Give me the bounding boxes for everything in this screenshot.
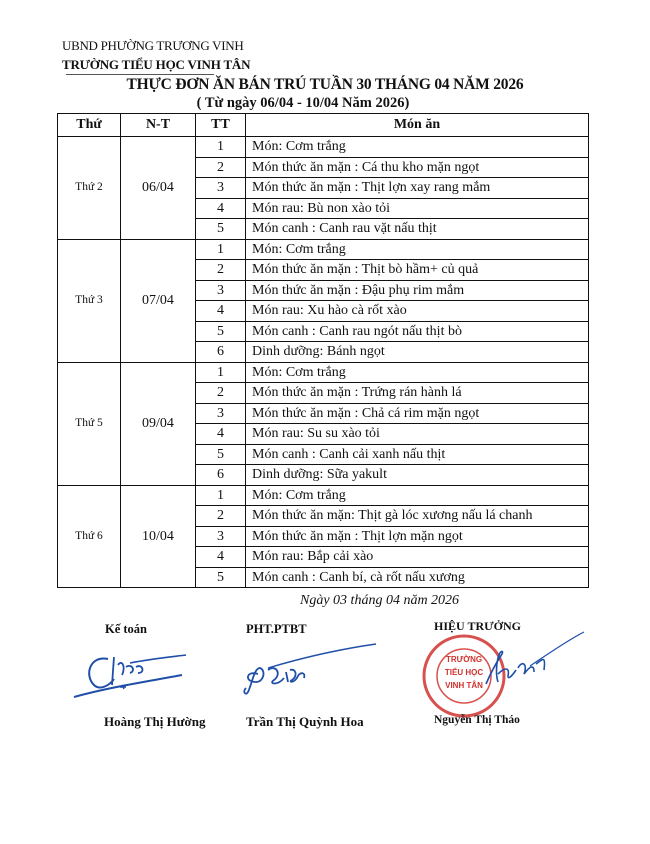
day-cell: Thứ 6: [58, 485, 121, 588]
signer-role-accountant: Kế toán: [105, 622, 148, 636]
day-cell: Thứ 5: [58, 362, 121, 485]
date-cell: 06/04: [121, 137, 196, 240]
item-number: 1: [196, 239, 246, 260]
item-number: 6: [196, 342, 246, 363]
organization-name: UBND PHƯỜNG TRƯƠNG VINH: [62, 38, 244, 53]
table-row: [58, 485, 589, 506]
dish-cell: Món canh : Canh rau vặt nấu thịt: [246, 219, 589, 240]
dish-cell: Món rau: Su su xào tỏi: [246, 424, 589, 445]
dish-cell: Món: Cơm trắng: [246, 485, 589, 506]
official-stamp: [418, 630, 588, 720]
dish-cell: Món: Cơm trắng: [246, 362, 589, 383]
dish-cell: Món rau: Xu hào cà rốt xào: [246, 301, 589, 322]
document-title: THỰC ĐƠN ĂN BÁN TRÚ TUẦN 30 THÁNG 04 NĂM 2026: [126, 76, 524, 93]
item-number: 1: [196, 137, 246, 158]
dish-cell: Món thức ăn mặn : Cá thu kho mặn ngọt: [246, 157, 589, 178]
item-number: 6: [196, 465, 246, 486]
stamp-text: TRƯỜNG: [445, 655, 483, 664]
col-header-dish: Món ăn: [246, 114, 589, 137]
item-number: 3: [196, 178, 246, 199]
day-cell: Thứ 3: [58, 239, 121, 362]
date-cell: 09/04: [121, 362, 196, 485]
signer-name-vice-principal: Trần Thị Quỳnh Hoa: [246, 714, 364, 729]
dish-cell: Món thức ăn mặn : Thịt lợn xay rang mắm: [246, 178, 589, 199]
col-header-number: TT: [196, 114, 246, 137]
signing-date: Ngày 03 tháng 04 năm 2026: [300, 593, 460, 608]
stamp-text: VINH TÂN: [445, 681, 483, 690]
school-name: TRƯỜNG TIỂU HỌC VINH TÂN: [62, 57, 251, 72]
dish-cell: Món: Cơm trắng: [246, 137, 589, 158]
signer-role-vice-principal: PHT.PTBT: [246, 622, 307, 636]
signature-vice-principal: [238, 640, 378, 700]
date-cell: 10/04: [121, 485, 196, 588]
dish-cell: Món canh : Canh cải xanh nấu thịt: [246, 444, 589, 465]
day-cell: Thứ 2: [58, 137, 121, 240]
item-number: 3: [196, 526, 246, 547]
signer-role-principal: HIỆU TRƯỞNG: [434, 619, 522, 633]
item-number: 2: [196, 506, 246, 527]
dish-cell: Món thức ăn mặn : Đậu phụ rim mắm: [246, 280, 589, 301]
dish-cell: Món canh : Canh bí, cà rốt nấu xương: [246, 567, 589, 588]
dish-cell: Món thức ăn mặn: Thịt gà lóc xương nấu lá chanh: [246, 506, 589, 527]
item-number: 1: [196, 485, 246, 506]
table-row: [58, 362, 589, 383]
menu-table: [57, 113, 589, 588]
col-header-date: N-T: [121, 114, 196, 137]
table-row: [58, 137, 589, 158]
item-number: 3: [196, 403, 246, 424]
item-number: 5: [196, 444, 246, 465]
dish-cell: Món thức ăn mặn : Chả cá rim mặn ngọt: [246, 403, 589, 424]
item-number: 2: [196, 157, 246, 178]
stamp-text: TIỂU HỌC: [444, 668, 484, 677]
item-number: 4: [196, 198, 246, 219]
item-number: 5: [196, 219, 246, 240]
table-row: [58, 239, 589, 260]
table-header-row: [58, 114, 589, 137]
dish-cell: Dinh dưỡng: Bánh ngọt: [246, 342, 589, 363]
dish-cell: Dinh dưỡng: Sữa yakult: [246, 465, 589, 486]
signature-accountant: [70, 645, 190, 705]
item-number: 3: [196, 280, 246, 301]
signer-name-principal: Nguyễn Thị Tháo: [434, 714, 520, 726]
item-number: 4: [196, 424, 246, 445]
dish-cell: Món thức ăn mặn : Trứng rán hành lá: [246, 383, 589, 404]
item-number: 4: [196, 547, 246, 568]
dish-cell: Món: Cơm trắng: [246, 239, 589, 260]
date-cell: 07/04: [121, 239, 196, 362]
dish-cell: Món thức ăn mặn : Thịt lợn mặn ngọt: [246, 526, 589, 547]
item-number: 2: [196, 260, 246, 281]
dish-cell: Món rau: Bù non xào tỏi: [246, 198, 589, 219]
col-header-day: Thứ: [58, 114, 121, 137]
item-number: 5: [196, 321, 246, 342]
dish-cell: Món thức ăn mặn : Thịt bò hầm+ củ quả: [246, 260, 589, 281]
item-number: 4: [196, 301, 246, 322]
item-number: 2: [196, 383, 246, 404]
dish-cell: Món canh : Canh rau ngót nấu thịt bò: [246, 321, 589, 342]
signer-name-accountant: Hoàng Thị Hường: [104, 714, 206, 729]
item-number: 1: [196, 362, 246, 383]
document-subtitle: ( Từ ngày 06/04 - 10/04 Năm 2026): [196, 95, 410, 111]
dish-cell: Món rau: Bắp cải xào: [246, 547, 589, 568]
item-number: 5: [196, 567, 246, 588]
school-underline: [66, 74, 214, 75]
